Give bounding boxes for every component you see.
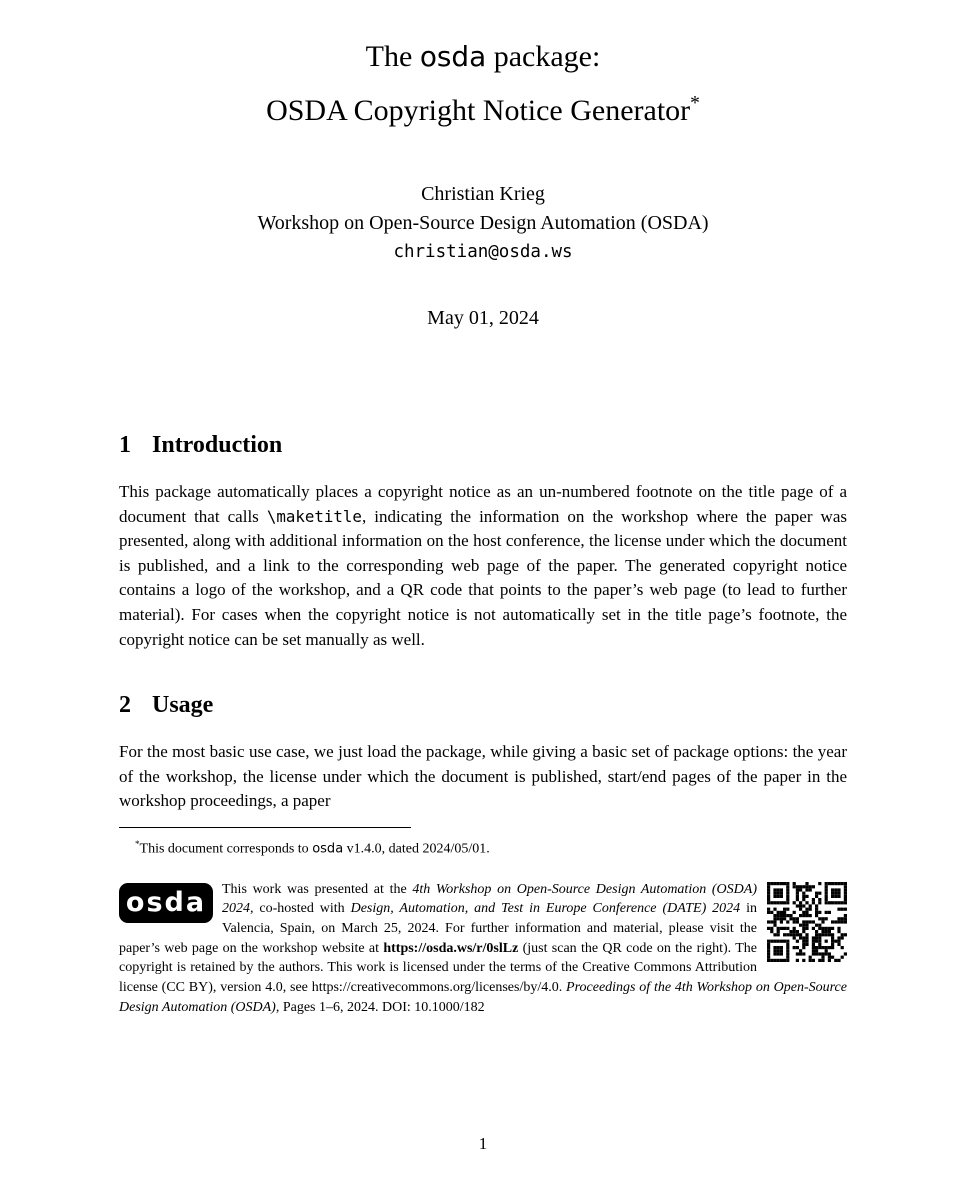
cc-license-url[interactable]: https://creativecommons.org/licenses/by/4.0	[311, 980, 559, 996]
text-run: This document corresponds to	[139, 841, 313, 857]
page-number: 1	[478, 1134, 488, 1153]
doc-title	[119, 33, 847, 134]
doc-title-line1	[119, 33, 847, 80]
text-run: 4th Workshop on Open-Source Design Automation (OSDA) 2024	[222, 881, 757, 917]
text-run: This work was presented at the	[222, 881, 413, 897]
text-run: osda	[419, 40, 487, 73]
osda-logo-text: osda	[125, 886, 207, 918]
text-run: in Valencia, Spain, on March 25, 2024. For further information and material, please visit the paper’s web page on the workshop website at	[119, 901, 758, 956]
text-run: *	[690, 93, 700, 114]
text-run: package:	[486, 40, 601, 73]
section-2-number: 2	[119, 692, 131, 719]
section-1-paragraph	[119, 480, 847, 652]
footnote-area	[119, 827, 847, 859]
paper-web-page-url[interactable]: https://osda.ws/r/0slLz	[383, 940, 519, 956]
text-run: This package automatically places a copyright notice as an un-numbered footnote on the title page of a document that calls	[119, 482, 847, 526]
section-2-heading	[119, 691, 847, 719]
author-block	[119, 180, 847, 267]
text-run: For the most basic use case, we just load the package, while giving a basic set of package options: the year of the workshop, the license under which the document is published, start/end pages of the paper in the workshop proceedings, a paper	[119, 742, 847, 811]
osda-logo	[119, 883, 213, 923]
author-name: Christian Krieg	[421, 183, 545, 205]
text-run: *	[135, 838, 140, 849]
text-run: , indicating the information on the workshop where the paper was presented, along with additional information on the host conference, the license under which the document is published, and a link to the corresponding web page of the paper. The generated copyright notice contains a logo of the workshop, and a QR code that points to the paper’s web page (to lead to further material). For cases when the copyright notice is not automatically set in the title page’s footnote, the copyright notice can be set manually as well.	[119, 506, 847, 649]
text-run: .	[558, 980, 567, 996]
section-1-heading	[119, 431, 847, 459]
text-run: , co-hosted with	[250, 901, 351, 917]
section-1-number: 1	[119, 432, 131, 458]
footnote-text	[119, 835, 847, 859]
text-run: (just scan the QR code on the right). The copyright is retained by the authors. This work is licensed under the terms of the Creative Commons Attribution license (CC BY), version 4.0, see	[119, 940, 757, 996]
copyright-notice	[119, 880, 847, 1018]
text-run: Proceedings of the 4th Workshop on Open-Source Design Automation (OSDA)	[119, 980, 847, 1015]
text-run: OSDA Copyright Notice Generator	[266, 94, 691, 127]
text-run: v1.4.0, dated 2024/05/01.	[343, 841, 490, 857]
section-2-paragraph	[119, 740, 847, 814]
text-run: , Pages 1–6, 2024. DOI: 10.1000/182	[275, 999, 485, 1015]
author-affiliation: Workshop on Open-Source Design Automation (OSDA)	[257, 212, 709, 234]
copyright-notice-text	[119, 882, 847, 1015]
section-1-title: Introduction	[152, 432, 283, 458]
text-run: Design, Automation, and Test in Europe Conference (DATE) 2024	[350, 901, 741, 917]
section-2-title: Usage	[152, 692, 214, 719]
text-run: osda	[312, 841, 344, 857]
doc-title-line2	[119, 80, 847, 134]
text-run: \maketitle	[266, 506, 362, 526]
text-run: The	[365, 40, 420, 73]
qr-code	[767, 882, 847, 962]
footnote-rule	[119, 827, 411, 828]
author-email[interactable]: christian@osda.ws	[393, 242, 573, 262]
doc-date: May 01, 2024	[427, 307, 539, 329]
